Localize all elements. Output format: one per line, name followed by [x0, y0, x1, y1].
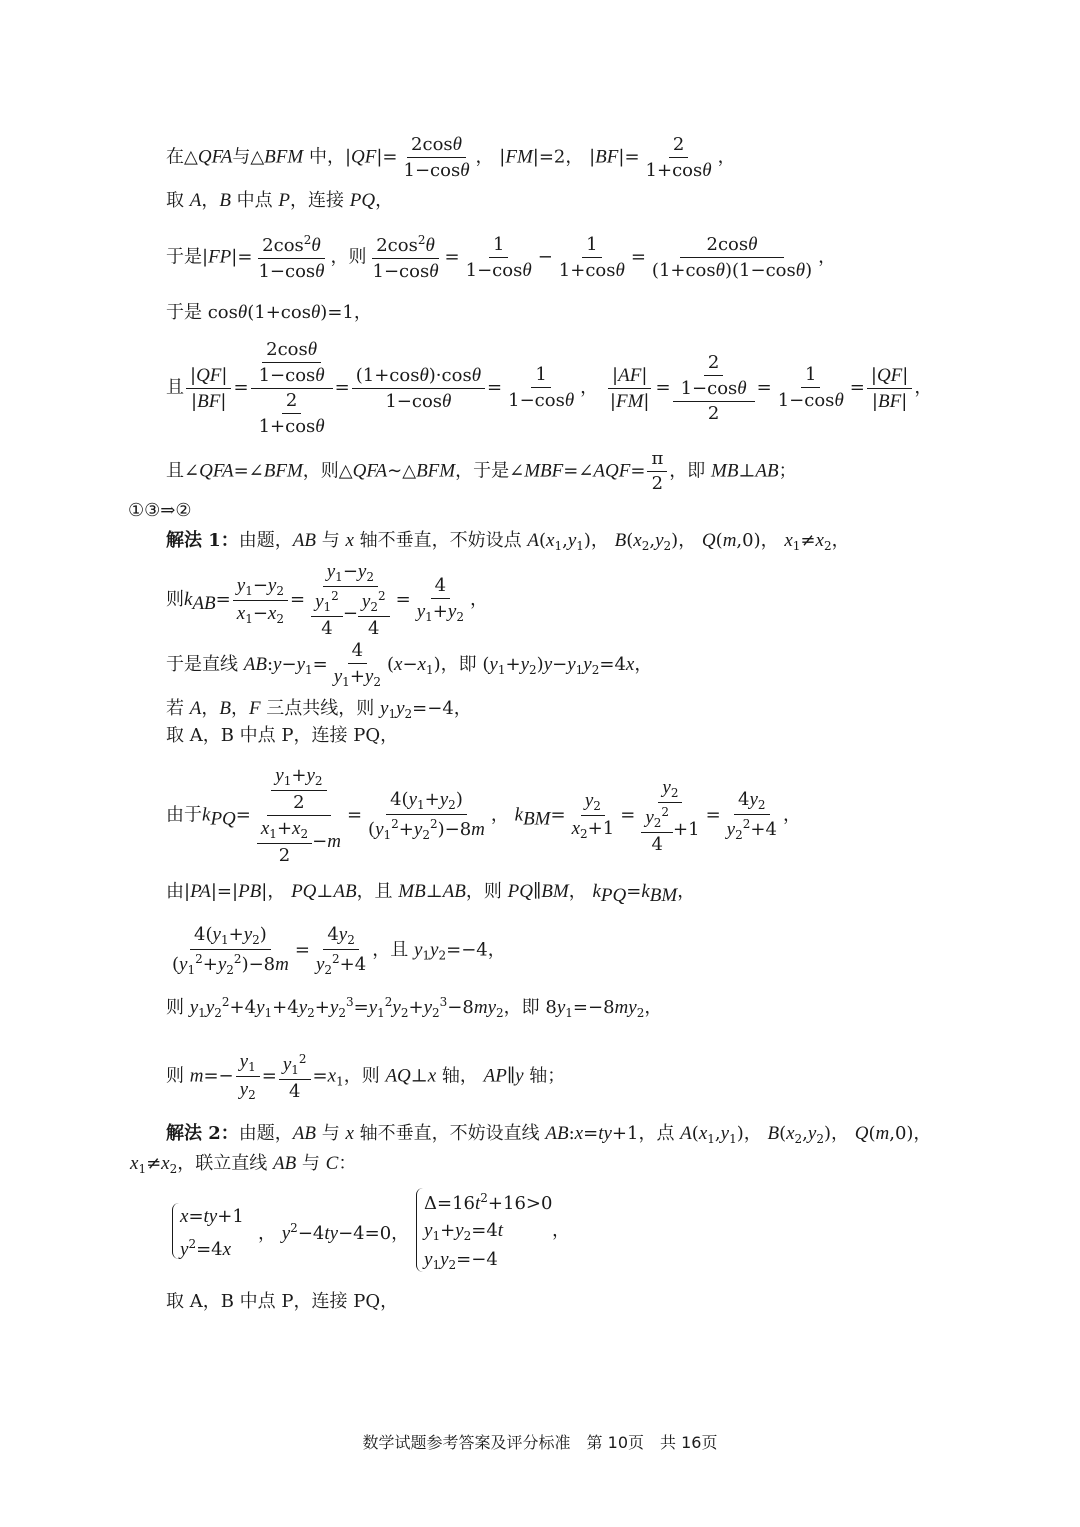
line-16: 则 $y_1y_2^2+4y_1+4y_2+y_2^3=y_1^2y_2+y_2^3-8my_2$，即 $8y_1=-8my_2$， [166, 995, 663, 1020]
line-13: 由于$k_{PQ}=$ $\frac{y_1+y_2}{2}$ $\frac{x_1+x_2}{2}$ −m = $\frac{4(y_1+y_2)}{(y_1^2+y_2^2)-8m}$ ， $k_{BM}=$ $\frac{y_2}{x_2+1}$ = $y_2$ $\frac{y_2^2}{4}$ +1 = $\frac{4y_2}{y_2^2+4}$ ， [166, 765, 801, 866]
method-1-label: 解法 1： [166, 530, 239, 551]
system-2-row-1: $\Delta=16t^2+16>0$ [424, 1191, 553, 1214]
line-6: 且∠QFA=∠BFM，则△QFA∼△BFM，于是∠MBF=∠AQF= $\frac{\pi}{2}$ ，即 MB⊥AB； [166, 448, 797, 494]
middle-equation: ， $y^2-4ty-4=0$， [258, 1221, 410, 1244]
method-2-label: 解法 2： [166, 1123, 239, 1144]
line-18: 解法 2：由题，AB 与 x 轴不垂直，不妨设直线 AB:x=ty+1，点 $A(x_1,y_1)$， $B(x_2,y_2)$， Q(m,0)， [166, 1123, 932, 1146]
line-12: 取 A，B 中点 P，连接 PQ， [166, 725, 399, 746]
system-1-row-1: x=ty+1 [180, 1206, 244, 1227]
page-footer: 数学试题参考答案及评分标准 第 10页 共 16页 [362, 1433, 718, 1452]
line-11: 若 A，B，F 三点共线，则 $y_1y_2=-4$， [166, 698, 472, 721]
brace-left-1 [172, 1203, 179, 1259]
line-4: 于是 cosθ(1+cosθ)=1， [166, 302, 372, 323]
line-2: 取 A，B 中点 P，连接 PQ， [166, 190, 394, 211]
line-17: 则 m=− $\frac{y_1}{y_2}$ = $\frac{y_1^2}{4}$ $=x_1$，则 AQ⊥x 轴， AP∥y 轴； [166, 1051, 566, 1102]
line-7: ①③⇒② [128, 500, 192, 521]
line-3: 于是|FP|= $\frac{2\cos^2\theta}{1-\cos\theta}$ ，则 $\frac{2\cos^2\theta}{1-\cos\theta}$ = $\frac{1}{1-\cos\theta}$ − $\frac{1}{1+\cos\theta}$ = $\frac{2\cos\theta}{(1+\cos\theta)(1-\cos\theta)}$ ， [166, 233, 837, 282]
line-14: 由|PA|=|PB|， PQ⊥AB，且 MB⊥AB，则 PQ∥BM， $k_{PQ}=k_{BM}$， [166, 881, 696, 906]
line-8: 解法 1：由题，AB 与 x 轴不垂直，不妨设点 $A(x_1,y_1)$， $B(x_2,y_2)$， Q(m,0)， $x_1\ne x_2$， [166, 530, 850, 553]
line-19: $x_1\ne x_2$，联立直线 AB 与 C： [130, 1153, 357, 1176]
line-9: 则$k_{AB}=$ $\frac{y_1-y_2}{x_1-x_2}$ = $y_1-y_2$ $\frac{y_1^2}{4}$ − $\frac{y_2^2}{4}$ = $\frac{4}{y_1+y_2}$ ， [166, 561, 488, 639]
line-15: $\frac{4(y_1+y_2)}{(y_1^2+y_2^2)-8m}$ = $\frac{4y_2}{y_2^2+4}$ ，且 $y_1y_2=-4$， [172, 924, 506, 977]
system-2-row-3: $y_1y_2=-4$ [424, 1249, 498, 1272]
line-1: 在△QFA与△BFM 中，|QF|= $\frac{2\cos\theta}{1-\cos\theta}$ ， |FM|=2， |BF|= $\frac{2}{1+\cos\theta}$ ， [166, 133, 736, 181]
line-5: 且 $\frac{|QF|}{|BF|}$ = $\frac{\frac{2\cos\theta}{1-\cos\theta}}{\frac{2}{1+\cos\theta}}$ = $\frac{(1+\cos\theta)\cdot\cos\theta}{1-\cos\theta}$ = $\frac{1}{1-\cos\theta}$ ， $\frac{|AF|}{|FM|}$ = $\frac{\frac{2}{1-\cos\theta}}{2}$ = $\frac{1}{1-\cos\theta}$ = $\frac{|QF|}{|BF|}$ ， [166, 339, 933, 437]
line-21: 取 A，B 中点 P，连接 PQ， [166, 1291, 399, 1312]
brace-left-2 [416, 1188, 423, 1272]
line-10: 于是直线 $AB:y-y_1=$ $\frac{4}{y_1+y_2}$ $(x-x_1)$，即 $(y_1+y_2)y-y_1y_2=4x$， [166, 640, 653, 689]
system-1-row-2: $y^2=4x$ [180, 1237, 232, 1260]
system-2-comma: ， [552, 1220, 570, 1241]
system-2-row-2: $y_1+y_2=4t$ [424, 1220, 504, 1243]
